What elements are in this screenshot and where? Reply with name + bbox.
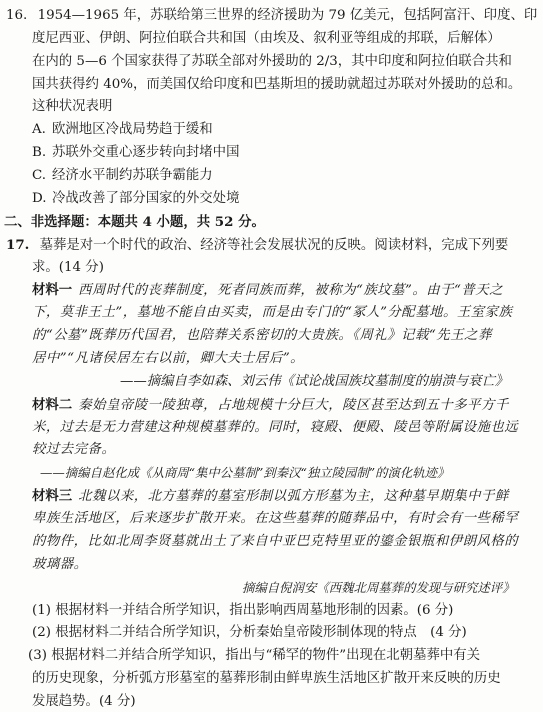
material1-text: 西周时代的丧葬制度，死者同族而葬，被称为“族坟墓”。由于“普天之 [78,283,504,298]
q17-line-1 [6,233,508,258]
option-text: 经济水平制约苏联争霸能力 [52,168,213,183]
q17-subquestion: (2) 根据材料二并结合所学知识，分析秦始皇帝陵形制体现的特点 (4 分) [32,625,467,640]
option-text: 欧洲地区冷战局势趋于缓和 [52,122,213,137]
q17-subquestion: (3) 根据材料二并结合所学知识，指出与“稀罕的物件”出现在北朝墓葬中有关 [28,648,481,663]
material1-line: 居中”“凡诸侯居左右以前，卿大夫士居后”。 [32,351,305,366]
q16-number: 16. [6,8,28,23]
q16-option-a[interactable] [32,118,213,142]
q16-option-b[interactable] [32,141,239,165]
option-letter: B. [32,145,47,160]
q17-subquestion: 发展趋势。(4 分) [32,694,136,709]
material1-line: 下，莫非王土”，墓地不能自由买卖，而是由专门的“冢人”分配墓地。王室家族 [32,305,513,320]
q17-subquestion: 的历史现象，分析弧方形墓室的墓葬形制由鲜卑族生活地区扩散开来反映的历史 [32,671,501,686]
material3-citation: 摘编自倪润安《西魏北周墓葬的发现与研究述评》 [242,580,515,595]
option-letter: C. [32,168,47,183]
q16-option-d[interactable] [32,187,239,211]
material2-label: 材料二 [32,397,73,413]
material3-label: 材料三 [32,488,73,504]
q17-number: 17. [6,237,30,253]
material3-line: 卑族生活地区，后来逐步扩散开来。在这些墓葬的随葬品中，有时会有一些稀罕 [32,511,519,526]
q16-stem-line: 度尼西亚、伊朗、阿拉伯联合共和国（由埃及、叙利亚等组成的邦联，后解体） [32,31,501,46]
material3-line: 的物件，比如北周李贤墓就出土了来自中亚巴克特里亚的鎏金银瓶和伊朗风格的 [32,534,519,549]
material3-line [32,484,509,509]
material2-citation: ——摘编自赵化成《从商周“集中公墓制”到秦汉“独立陵园制”的演化轨迹》 [40,465,450,480]
option-text: 冷战改善了部分国家的外交处境 [52,191,240,206]
material3-text: 北魏以来，北方墓葬的墓室形制以弧方形墓为主，这种墓早期集中于鲜 [78,489,509,504]
q16-stem-line: 1954—1965 年，苏联给第三世界的经济援助为 79 亿美元，包括阿富汗、印度、印 [37,8,538,23]
q16-line-1 [6,4,537,28]
q16-stem-line: 这种状况表明 [32,99,113,114]
material1-citation: ——摘编自李如森、刘云伟《试论战国族坟墓制度的崩溃与衰亡》 [120,374,509,389]
section-heading: 二、非选择题：本题共 4 小题，共 52 分。 [4,214,265,230]
material2-line: 米，过去是无力营建这种规模墓葬的。同时，寝殿、便殿、陵邑等附属设施也远 [32,420,519,435]
option-letter: A. [32,122,46,137]
q17-subquestion: (1) 根据材料一并结合所学知识，指出影响西周墓地形制的因素。(6 分) [32,603,454,618]
material1-line [32,278,503,303]
q16-option-c[interactable] [32,164,213,188]
q16-stem-line: 在内的 5—6 个国家获得了苏联全部对外援助的 2/3，其中印度和阿拉伯联合共和 [32,54,512,69]
option-text: 苏联外交重心逐步转向封堵中国 [52,145,240,160]
material2-line [32,393,509,418]
material2-line: 较过去完备。 [32,442,116,457]
q16-stem-line: 国共获得约 40%，而美国仅给印度和巴基斯坦的援助就超过苏联对外援助的总和。 [32,77,522,92]
material1-line: 的“公墓”既葬历代国君，也陪葬关系密切的大贵族。《周礼》记载“先王之葬 [32,328,492,343]
material2-text: 秦始皇帝陵一陵独尊，占地规模十分巨大，陵区甚至达到五十多平方千 [78,398,509,413]
q17-intro-line: 墓葬是对一个时代的政治、经济等社会发展状况的反映。阅读材料，完成下列要 [39,238,509,253]
q17-intro-line: 求。(14 分) [32,260,104,275]
material3-line: 玻璃器。 [32,557,88,572]
material1-label: 材料一 [32,282,73,298]
option-letter: D. [32,191,47,206]
